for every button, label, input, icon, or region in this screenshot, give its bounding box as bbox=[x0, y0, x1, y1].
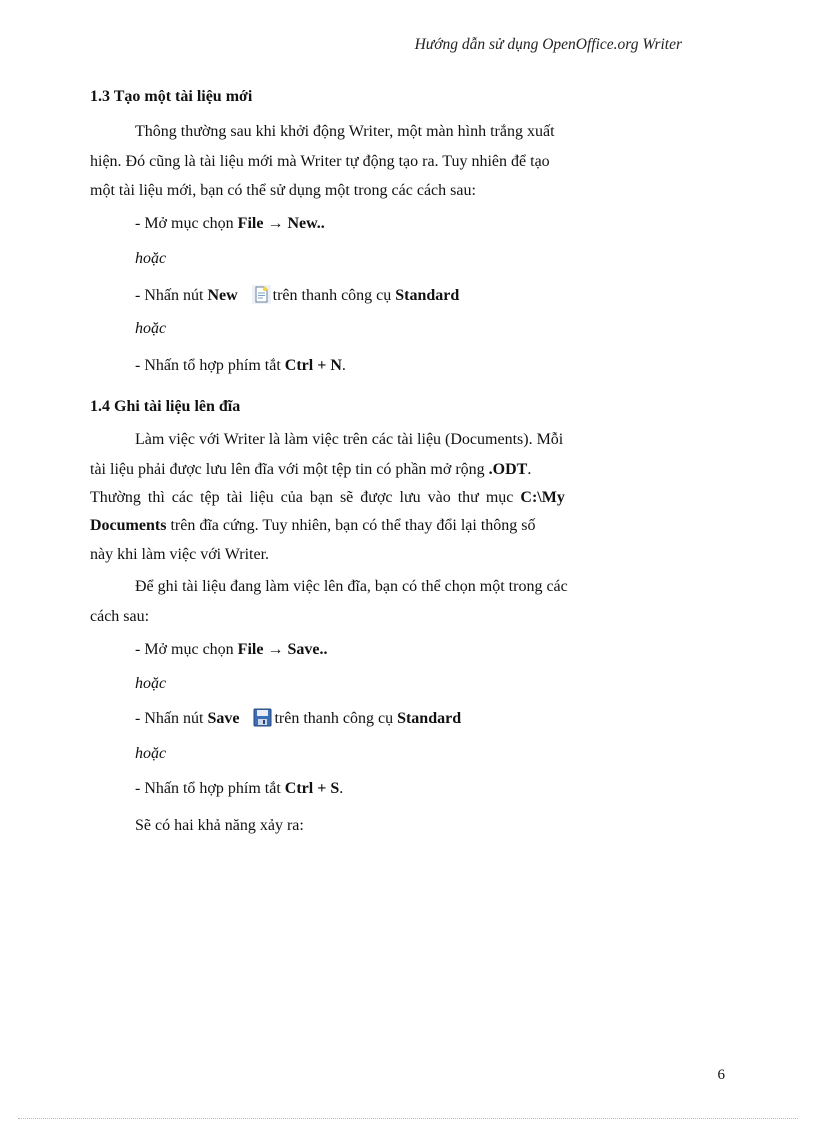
option-button-new bbox=[135, 287, 459, 306]
toolbar-name-standard: Standard bbox=[397, 710, 462, 728]
option-text: - Nhấn tổ hợp phím tắt bbox=[135, 357, 285, 374]
paragraph-line: cách sau: bbox=[90, 608, 150, 625]
option-text: - Nhấn nút bbox=[135, 287, 208, 305]
menu-path-file-save: File → Save.. bbox=[237, 641, 328, 658]
option-text: - Mở mục chọn bbox=[135, 641, 238, 658]
page-header: Hướng dẫn sử dụng OpenOffice.org Writer bbox=[414, 36, 682, 53]
option-shortcut-ctrl-s bbox=[135, 780, 343, 798]
shortcut-ctrl-s: Ctrl + S bbox=[284, 780, 340, 797]
toolbar-name-standard: Standard bbox=[395, 287, 460, 305]
or-label: hoặc bbox=[135, 745, 167, 762]
text-run: trên đĩa cứng. Tuy nhiên, bạn có thể thay đổi lại thông số bbox=[166, 517, 536, 534]
folder-path: C:\My bbox=[520, 489, 565, 506]
punctuation: . bbox=[527, 461, 532, 478]
button-name-new: New bbox=[207, 287, 238, 305]
paragraph-line: một tài liệu mới, bạn có thể sử dụng một trong các cách sau: bbox=[90, 182, 476, 199]
option-text: - Mở mục chọn bbox=[135, 215, 238, 232]
new-document-icon bbox=[252, 285, 271, 304]
paragraph-line: Làm việc với Writer là làm việc trên các tài liệu (Documents). Mỗi bbox=[135, 431, 564, 448]
paragraph-line: này khi làm việc với Writer. bbox=[90, 546, 270, 563]
paragraph-line: Thông thường sau khi khởi động Writer, một màn hình trắng xuất bbox=[135, 123, 555, 140]
option-menu-save bbox=[135, 641, 327, 659]
text-run: tài liệu phải được lưu lên đĩa với một tệp tin có phần mở rộng bbox=[90, 461, 489, 478]
paragraph-line bbox=[90, 489, 565, 507]
page-number: 6 bbox=[717, 1067, 725, 1083]
punctuation: . bbox=[339, 780, 344, 797]
paragraph-line bbox=[90, 517, 536, 535]
section-heading-1-3: 1.3 Tạo một tài liệu mới bbox=[90, 88, 253, 105]
or-label: hoặc bbox=[135, 675, 167, 692]
option-text: trên thanh công cụ bbox=[274, 710, 398, 728]
folder-path-cont: Documents bbox=[90, 517, 167, 534]
option-text: trên thanh công cụ bbox=[272, 287, 396, 305]
section-heading-1-4: 1.4 Ghi tài liệu lên đĩa bbox=[90, 398, 241, 415]
menu-path-file-new: File → New.. bbox=[237, 215, 325, 232]
option-text: - Nhấn nút bbox=[135, 710, 208, 728]
file-extension-odt: .ODT bbox=[488, 461, 528, 478]
option-menu-new bbox=[135, 215, 325, 233]
option-text: - Nhấn tổ hợp phím tắt bbox=[135, 780, 285, 797]
page-bottom-divider bbox=[18, 1118, 798, 1119]
save-icon bbox=[253, 708, 272, 727]
option-shortcut-ctrl-n bbox=[135, 357, 346, 375]
punctuation: . bbox=[341, 357, 346, 374]
closing-line: Sẽ có hai khả năng xảy ra: bbox=[135, 817, 304, 834]
option-button-save bbox=[135, 710, 461, 729]
text-run: Thường thì các tệp tài liệu của bạn sẽ được lưu vào thư mục bbox=[90, 489, 521, 506]
paragraph-line: hiện. Đó cũng là tài liệu mới mà Writer tự động tạo ra. Tuy nhiên để tạo bbox=[90, 153, 550, 170]
button-name-save: Save bbox=[207, 710, 240, 728]
shortcut-ctrl-n: Ctrl + N bbox=[284, 357, 342, 374]
paragraph-line bbox=[90, 461, 531, 479]
or-label: hoặc bbox=[135, 320, 167, 337]
or-label: hoặc bbox=[135, 250, 167, 267]
paragraph-line: Để ghi tài liệu đang làm việc lên đĩa, bạn có thể chọn một trong các bbox=[135, 578, 568, 595]
